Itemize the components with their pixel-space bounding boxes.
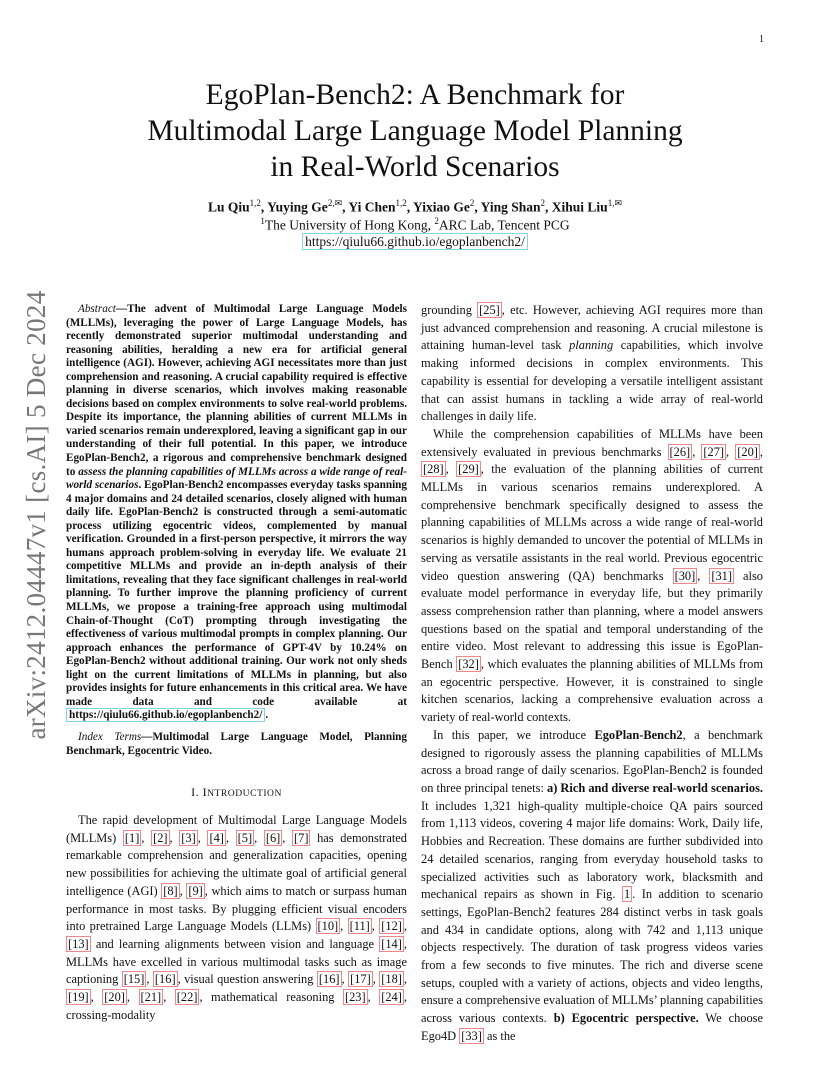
index-terms-label: Index Terms [78,730,142,743]
citation-link[interactable]: [7] [294,830,309,845]
section-heading-introduction [66,785,407,800]
section-title: NTRODUCTION [207,788,282,800]
citation-link[interactable]: [29] [458,462,479,477]
citation-link[interactable]: [3] [181,830,196,845]
abstract-end: . [265,709,269,722]
author-affil-mark: 2 [540,198,546,208]
body-text: , mathematical reasoning [199,990,343,1005]
intro-paragraph: While the comprehension capabilities of MLLMs have been extensively evaluated in previous benchmarks [26] , [27] , [20] , [28] , [29] , the evaluation of the planning abilities of current MLLMs in various scenarios remains underexplored. A comprehensive benchmark specifically designed to assess the planning capabilities of MLLMs across a wide range of real-world scenarios is highly demanded to uncover the potential of MLLMs in serving as versatile assistants in the real world. Previous egocentric video question answering (QA) benchmarks [30] , [31] also evaluate model performance in everyday life, but they primarily assess comprehension rather than planning, where a model answers questions based on the spatial and temporal understanding of the entire video. Most relevant to addressing this issue is EgoPlan-Bench [32] , which evaluates the planning abilities of MLLMs from an egocentric perspective. However, it is constrained to single kitchen scenarios, lacking a comprehensive evaluation across a variety of real-world contexts. [421,426,764,725]
project-link-row [100,234,730,250]
body-text: , etc. However, achieving AGI requires more than just advanced comprehension and reasoning. A crucial milestone is attaining human-level task [421,303,763,353]
citation-link[interactable]: [13] [68,936,89,951]
citation-link[interactable]: [19] [68,990,89,1005]
citation-link[interactable]: [10] [317,919,339,934]
author-name: Yi Chen [348,199,396,215]
citation-link[interactable]: [32] [458,657,479,672]
abstract-text: . EgoPlan-Bench2 encompasses everyday tasks spanning 4 major domains and 24 detailed scenarios, closely aligned with human daily life. EgoPlan-Bench2 is constructed through a semi-automatic process utilizing egocentric videos, complemented by manual verification. Grounded in a first-person perspective, it mirrors the way humans approach problem-solving in everyday life. We evaluate 21 competitive MLLMs and provide an in-depth analysis of their limitations, revealing that they face significant challenges in real-world planning. To further improve the planning proficiency of current MLLMs, we propose a training-free approach using multimodal Chain-of-Thought (CoT) prompting through investigating the effectiveness of various multimodal prompts in complex planning. Our approach enhances the performance of GPT-4V by 10.24% on EgoPlan-Bench2 without additional training. Our work not only sheds light on the current limitations of MLLMs in planning, but also provides insights for future enhancements in this critical area. We have made data and code available at [66,479,407,708]
intro-paragraph [421,727,763,1046]
author-affil-mark: 2,✉ [327,198,343,208]
abstract-code-link[interactable]: https://qiulu66.github.io/egoplanbench2/ [66,708,265,722]
abstract-emphasis: assess the planning capabilities of MLLMs across a wide range of real-world scenarios [66,465,407,492]
citation-link[interactable]: [4] [209,830,224,845]
section-numeral: I. I [191,785,208,800]
body-text: The rapid development of Multimodal Large Language Models (MLLMs) [66,813,407,845]
citation-link[interactable]: [18] [381,972,402,987]
author-affil-mark: 1,2 [395,198,407,208]
page-number: 1 [759,34,764,45]
citation-link[interactable]: [28] [423,462,444,477]
citation-link[interactable]: [9] [188,883,203,898]
index-terms [66,731,407,758]
author-name: Yixiao Ge [413,199,470,215]
body-text: , which aims to match or surpass human performance in most tasks. By plugging efficient visual encoders into pretrained Large Language Models (LLMs) [66,883,407,934]
abstract-text: —The advent of Multimodal Large Language Models (MLLMs), leveraging the power of Large Language Models, has recently demonstrated superior multimodal understanding and reasoning abilities, heralding a new era for artificial general intelligence (AGI). However, achieving AGI necessitates more than just comprehension and reasoning. A crucial capability required is effective planning in diverse scenarios, which involves making reasonable decisions based on complex environments to solve real-world problems. Despite its importance, the planning abilities of current MLLMs in varied scenarios remain underexplored, leaving a significant gap in our understanding of their full potential. In this paper, we introduce EgoPlan-Bench2, a rigorous and comprehensive benchmark designed to [66,303,407,478]
citation-link[interactable]: [16] [154,972,176,987]
author-affil-mark: 1,✉ [607,198,622,208]
body-text: , which evaluates the planning abilities of MLLMs from an egocentric perspective. However, it is constrained to single kitchen scenarios, lacking a comprehensive evaluation across a variety of real-world contexts. [421,657,763,725]
abstract [66,303,407,723]
figure-link[interactable]: 1 [623,887,631,902]
abstract-label: Abstract [78,303,116,315]
citation-link[interactable]: [16] [318,972,340,987]
citation-link[interactable]: [26] [669,444,691,459]
body-text: capabilities, which involve making informed decisions in complex environments. This capability is essential for developing a versatile intelligent assistant that can assist humans in tackling a wide array of real-world challenges in daily life. [421,338,763,424]
affil-mark: 2 [434,216,439,226]
body-text: and learning alignments between vision and language [90,936,380,951]
body-text: also evaluate model performance in everyday life, but they primarily assess comprehension rather than planning, where a model answers questions based on the spatial and temporal understanding of the entire video. Most relevant to addressing this issue is EgoPlan-Bench [421,568,763,672]
project-page-link[interactable]: https://qiulu66.github.io/egoplanbench2/ [302,233,528,250]
body-text: While the comprehension capabilities of MLLMs have been extensively evaluated in previous benchmarks [421,426,763,459]
author-name: Ying Shan [480,199,541,215]
affil-mark: 1 [260,216,265,226]
paper-title [100,77,730,185]
intro-paragraph: The rapid development of Multimodal Large Language Models (MLLMs) [1] , [2] , [3] , [4] , [5] , [6] , [7] has demonstrated remarkable comprehension and generalization capacities, opening new possibilities for achieving the ultimate goal of artificial general intelligence (AGI) [8] , [9] , which aims to match or surpass human performance in most tasks. By plugging efficient visual encoders into pretrained Large Language Models (LLMs) [10] , [11] , [12] , [13] and learning alignments between vision and language [14] , MLLMs have excelled in various multimodal tasks such as image captioning [15] , [16] , visual question answering [16] , [17] , [18] , [19] , [20] , [21] , [22] , mathematical reasoning [23] , [24] , crossing-modality [66,813,408,1022]
citation-link[interactable]: [15] [123,972,145,987]
citation-link[interactable]: [8] [163,883,178,898]
title-line: Multimodal Large Language Model Planning [147,115,683,147]
citation-link[interactable]: [14] [381,936,402,951]
affiliation-tencent: ARC Lab, Tencent PCG [438,217,570,233]
citation-link[interactable]: [21] [140,990,162,1005]
citation-link[interactable]: [17] [350,972,371,987]
citation-link[interactable]: [30] [674,568,696,583]
body-text: , the evaluation of the planning abilities of current MLLMs in various scenarios remains underexplored. A comprehensive benchmark specifically designed to assess the planning capabilities of MLLMs across a wide range of real-world scenarios is highly demanded to uncover the potential of MLLMs in serving as versatile assistants in the real world. Previous egocentric video question answering (QA) benchmarks [421,462,763,583]
intro-paragraph [421,302,763,426]
citation-link[interactable]: [23] [344,990,366,1005]
body-text: It includes 1,321 high-quality multiple-choice QA pairs sourced from 1,113 videos, covering 4 major life domains: Work, Daily life, Hobbies and Recreation. These domains are further subdivided into 24 detailed scenarios, ranging from everyday household tasks to specialized activities such as laboratory work, blacksmith and mechanical repairs as shown in Fig. [421,798,763,902]
arxiv-identifier: arXiv:2412.04447v1 [cs.AI] 5 Dec 2024 [21,290,51,740]
body-text: grounding [421,303,478,317]
citation-link[interactable]: [1] [124,830,140,845]
body-text: , a benchmark designed to rigorously assess the planning capabilities of MLLMs across a broad range of daily scenarios. EgoPlan-Bench2 is founded on three principal tenets: [421,727,763,795]
body-text: , MLLMs have excelled in various multimodal tasks such as image captioning [66,936,407,987]
title-line: in Real-World Scenarios [270,151,560,183]
citation-link[interactable]: [22] [176,990,198,1005]
citation-link[interactable]: [25] [479,303,500,317]
author-name: Xihui Liu [551,199,608,215]
citation-link[interactable]: [5] [237,830,253,845]
benchmark-name: EgoPlan-Bench2 [594,727,683,742]
author-affil-mark: 1,2 [249,198,261,208]
title-line: EgoPlan-Bench2: A Benchmark for [205,79,625,111]
body-text: , crossing-modality [66,990,407,1022]
author-list: Lu Qiu$^{1,2}$, Yuying $Ge^{2,✉}$, Yi Chen$^{1,2}$, Yixiao Ge$^2$, Ying Shan$^2$, Xihui Liu$^{1,✉}$ [208,198,622,215]
body-text: In this paper, we introduce [433,727,595,742]
citation-link[interactable]: [2] [153,830,168,845]
citation-link[interactable]: [6] [265,830,281,845]
citation-link[interactable]: [24] [381,990,402,1005]
author-affil-mark: 2 [469,198,475,208]
citation-link[interactable]: [20] [737,444,758,459]
citation-link[interactable]: [20] [104,990,125,1005]
citation-link[interactable]: [12] [381,919,402,934]
right-column [421,302,763,1046]
body-text: We choose Ego4D [421,1011,763,1043]
affiliations [100,216,730,234]
tenet-heading: b) Egocentric perspective. [553,1011,699,1026]
author-name: Yuying Ge [267,199,328,215]
body-text: has demonstrated remarkable comprehension and generalization capacities, opening new possibilities for achieving the ultimate goal of artificial general intelligence (AGI) [66,830,407,898]
citation-link[interactable]: [33] [461,1028,482,1043]
body-text: , visual question answering [177,972,317,987]
body-emphasis: planning [569,338,614,353]
author-name: Lu Qiu [208,199,250,215]
tenet-heading: a) Rich and diverse real-world scenarios. [547,780,763,795]
index-terms-text: —Multimodal Large Language Model, Planning Benchmark, Egocentric Video. [66,730,407,757]
left-column [66,303,407,1024]
body-text: . In addition to scenario settings, EgoPlan-Bench2 features 284 distinct verbs in task goals and 434 in candidate options, along with 742 and 1,113 unique objects respectively. The duration of task progress videos varies from a few seconds to five minutes. The rich and diverse scene setups, coupled with a variety of actions, objects and video lengths, ensure a comprehensive evaluation of MLLMs’ planning capabilities across various contexts. [421,887,763,1026]
citation-link[interactable]: [11] [349,919,370,934]
citation-link[interactable]: [31] [711,568,733,583]
citation-link[interactable]: [27] [703,444,725,459]
affiliation-hku: The University of Hong Kong, [264,217,435,233]
body-text: as the [483,1028,516,1043]
